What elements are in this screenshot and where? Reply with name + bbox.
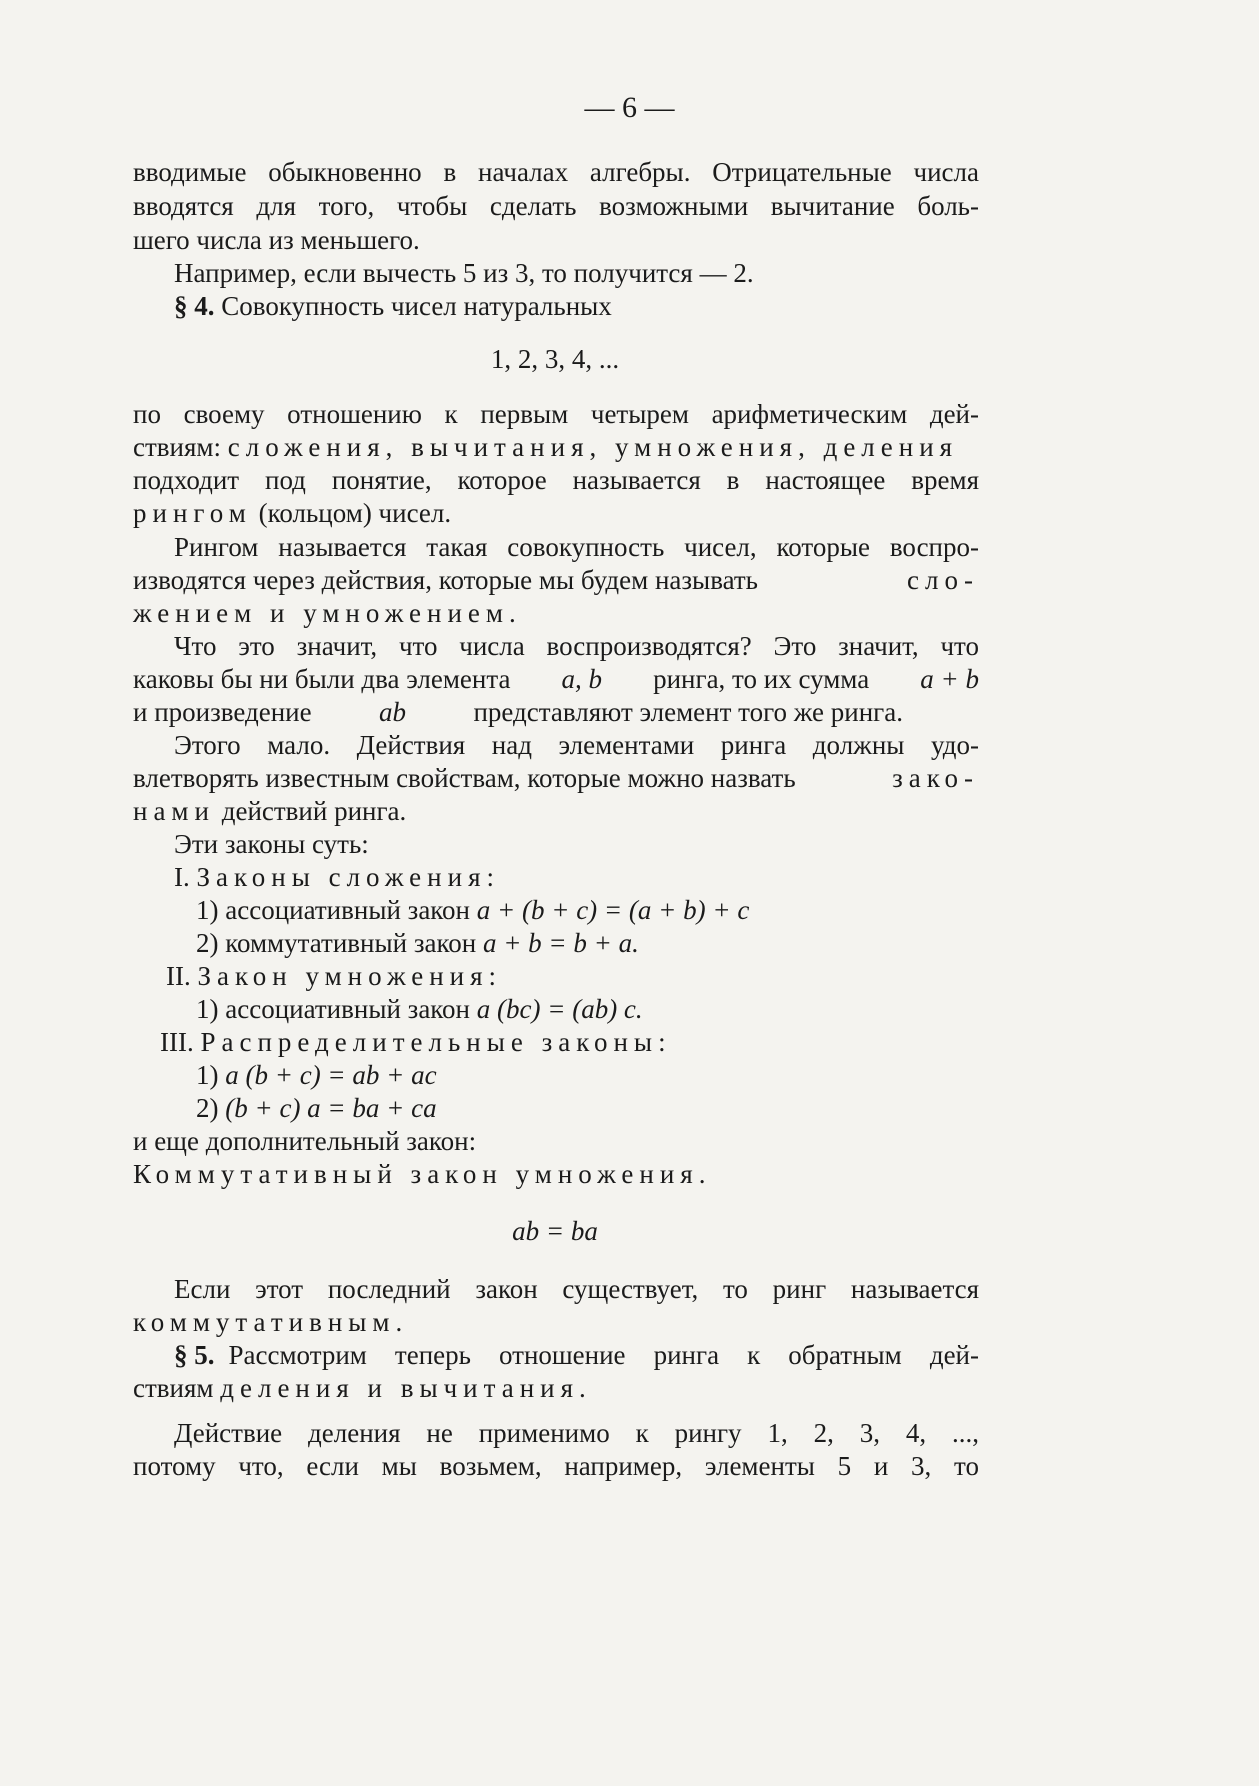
spaced-text: Закон умножения: <box>197 961 503 991</box>
spaced-text: Распределительные законы: <box>200 1027 672 1057</box>
math-expression: a + b <box>920 664 979 694</box>
law-item <box>196 993 643 1025</box>
text-line: Эти законы суть: <box>174 829 369 859</box>
text-line: вводимые обыкновенно в началах алгебры. Отрицательные числа <box>133 157 979 187</box>
law-item <box>196 1092 437 1124</box>
text-line: шего числа из меньшего. <box>133 225 420 255</box>
text-line: Например, если вычесть 5 из 3, то получится — 2. <box>174 258 754 288</box>
spaced-text: нами <box>133 796 215 826</box>
text-line: Что это значит, что числа воспроизводятся? Это значит, что <box>174 631 979 661</box>
text-span: каковы бы ни были два элемента <box>133 664 511 694</box>
text-span: ствиям <box>133 1373 214 1403</box>
section-4-heading <box>174 290 612 322</box>
spaced-text: сложения, вычитания, умножения, деления <box>227 432 959 462</box>
text-span: изводятся через действия, которые мы будем называть <box>133 565 758 595</box>
text-span: представляют элемент того же ринга. <box>473 697 903 727</box>
text-span: 2) коммутативный закон <box>196 928 477 958</box>
text-line <box>133 762 979 794</box>
spaced-text: зако- <box>892 763 979 793</box>
text-span: 2) <box>196 1093 219 1123</box>
law-heading-I <box>174 861 500 893</box>
text-line: вводятся для того, чтобы сделать возможными вычитание боль- <box>133 191 979 221</box>
section-number: § 5. <box>174 1340 215 1370</box>
text-line <box>133 696 903 728</box>
text-line: Рингом называется такая совокупность чисел, которые воспро- <box>174 532 979 562</box>
section-text: Рассмотрим теперь отношение ринга к обратным дей- <box>228 1340 979 1370</box>
roman-numeral: I. <box>174 862 190 892</box>
math-expression: ab <box>379 697 407 727</box>
text-line: и еще дополнительный закон: <box>133 1126 477 1156</box>
page-number: — 6 — <box>584 91 675 124</box>
roman-numeral: III. <box>160 1027 194 1057</box>
roman-numeral: II. <box>166 961 191 991</box>
text-span: ствиям: <box>133 432 221 462</box>
text-span: (кольцом) чисел. <box>258 498 452 528</box>
math-expression: a (b + c) = ab + ac <box>225 1060 437 1090</box>
math-expression: a + (b + c) = (a + b) + c <box>476 895 750 925</box>
spaced-text: коммутативным. <box>133 1307 409 1337</box>
text-span: и произведение <box>133 697 312 727</box>
text-line: подходит под понятие, которое называется в настоящее время <box>133 465 979 495</box>
law-item <box>196 894 749 926</box>
commutative-formula: ab = ba <box>512 1216 598 1246</box>
text-span: влетворять известным свойствам, которые можно назвать <box>133 763 796 793</box>
text-line <box>133 663 979 695</box>
text-span: действий ринга. <box>221 796 407 826</box>
text-span: 1) ассоциативный закон <box>196 994 471 1024</box>
section-5-heading <box>174 1339 979 1371</box>
spaced-text: рингом <box>133 498 252 528</box>
math-expression: a, b <box>561 664 603 694</box>
text-span: 1) <box>196 1060 219 1090</box>
text-line: Если этот последний закон существует, то ринг называется <box>174 1274 979 1304</box>
math-expression: (b + c) a = ba + ca <box>225 1093 437 1123</box>
section-number: § 4. <box>174 291 215 321</box>
law-heading-III <box>160 1026 672 1058</box>
text-line: по своему отношению к первым четырем арифметическим дей- <box>133 399 979 429</box>
text-line <box>133 564 979 596</box>
text-span: 1) ассоциативный закон <box>196 895 471 925</box>
math-expression: a (bc) = (ab) c. <box>476 994 643 1024</box>
math-expression: a + b = b + a. <box>482 928 639 958</box>
law-item <box>196 927 639 959</box>
text-line: жением и умножением. <box>133 598 522 628</box>
spaced-text: Законы сложения: <box>196 862 500 892</box>
text-line <box>133 795 406 827</box>
law-item <box>196 1059 437 1091</box>
spaced-text: Коммутативный закон умножения. <box>133 1159 712 1189</box>
natural-numbers-formula: 1, 2, 3, 4, ... <box>490 344 620 374</box>
text-line <box>133 431 958 463</box>
spaced-text: деления и вычитания. <box>220 1373 592 1403</box>
section-text: Совокупность чисел натуральных <box>221 291 612 321</box>
text-line: Действие деления не применимо к рингу 1, 2, 3, 4, ..., <box>174 1418 979 1448</box>
text-line: потому что, если мы возьмем, например, элементы 5 и 3, то <box>133 1451 979 1481</box>
text-line <box>133 1372 592 1404</box>
spaced-text: сло- <box>907 565 979 595</box>
text-line: Этого мало. Действия над элементами ринга должны удо- <box>174 730 979 760</box>
text-line <box>133 497 451 529</box>
text-span: ринга, то их сумма <box>653 664 870 694</box>
law-heading-II <box>166 960 502 992</box>
